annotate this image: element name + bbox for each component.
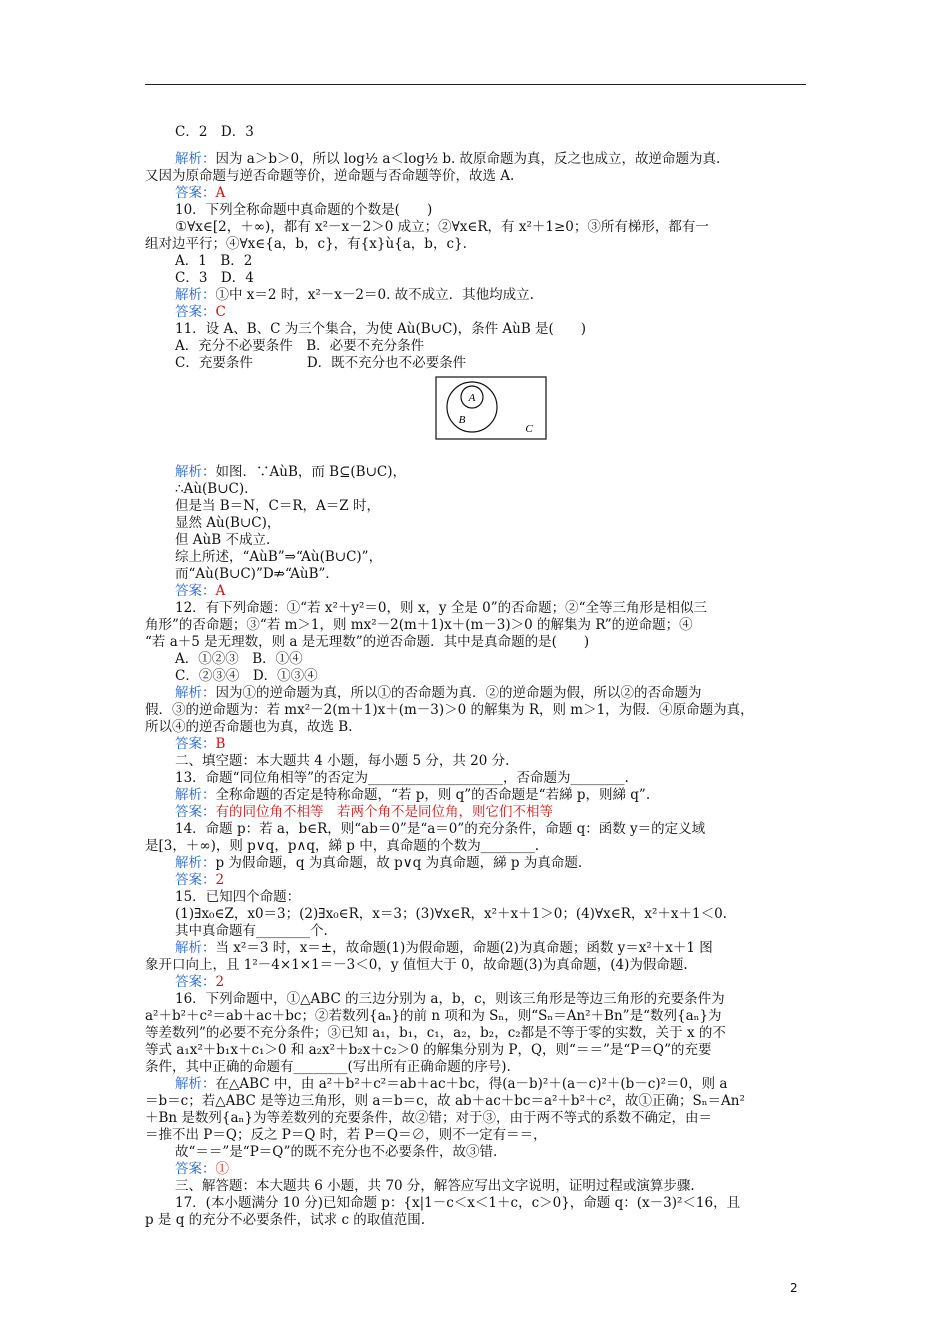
text-line [175,481,815,498]
text-line [145,1008,815,1025]
line-text: 而“Aù(B∪C)”D⇏“AùB”． [175,566,339,582]
line-text: ＋Bn 是数列{aₙ}为等差数列的充要条件，故②错；对于③，由于两不等式的系数不确定，由＝ [145,1110,712,1126]
line-text: C．2 D．3 [175,124,254,140]
text-line [145,1110,815,1127]
document-body [145,124,815,1229]
text-line [175,1161,815,1178]
text-line [175,872,815,889]
header-rule [145,84,806,85]
text-line [175,1195,815,1212]
analysis-label: 解析： [175,940,216,956]
text-line [175,124,815,141]
line-text: ①∀x∈[2，＋∞)，都有 x²－x－2＞0 成立；②∀x∈R，有 x²＋1≥0；③所有梯形，都有一 [175,219,709,235]
answer-label: 答案： [175,185,216,201]
text-line [175,685,815,702]
line-text: 15．已知四个命题： [175,889,301,905]
venn-label-c: C [525,423,533,435]
text-line [145,634,815,651]
text-line [175,498,815,515]
answer-label: 答案： [175,736,216,752]
text-line [145,1212,815,1229]
text-line [175,270,815,287]
line-text: ① [215,1161,229,1177]
line-text: A [215,583,226,599]
line-text: 因为 a＞b＞0，所以 log½ a＜log½ b. 故原命题为真，反之也成立，故逆命题为真. [215,151,721,167]
text-line [145,838,815,855]
text-line [175,889,815,906]
text-line [145,1127,815,1144]
line-text: 综上所述，“AùB”⇒“Aù(B∪C)”， [175,549,383,565]
text-line [145,702,815,719]
line-text: 二、填空题：本大题共 4 小题，每小题 5 分，共 20 分. [175,753,510,769]
text-line [145,236,815,253]
text-line [175,855,815,872]
text-line [175,804,815,821]
line-text: 所以④的逆否命题也为真，故选 B. [145,719,353,735]
answer-label: 答案： [175,872,216,888]
line-text: 假．③的逆命题为：若 mx²－2(m＋1)x＋(m－3)＞0 的解集为 R，则 m＞1，为假．④原命题为真， [145,702,754,718]
venn-diagram [175,372,815,464]
line-text: 2 [215,974,225,990]
line-text: A [215,185,226,201]
venn-label-a: A [468,392,476,404]
text-line [175,304,815,321]
text-line [145,719,815,736]
text-line [175,532,815,549]
line-text: 象开口向上，且 1²－4×1×1＝－3＜0，y 值恒大于 0，故命题(3)为真命题，(4)为假命题. [145,957,688,973]
line-text: 但是当 B＝N，C＝R，A＝Z 时， [175,498,380,514]
text-line [175,821,815,838]
line-text: 等差数列”的必要不充分条件；③已知 a₁，b₁，c₁，a₂，b₂，c₂都是不等于零的实数，关于 x 的不 [145,1025,726,1041]
text-line [175,1178,815,1195]
text-line [145,1025,815,1042]
answer-label: 答案： [175,1161,216,1177]
text-line [145,1093,815,1110]
line-text: ＝b＝c；若△ABC 是等边三角形，则 a＝b＝c，故 ab＋ac＋bc＝a²＋b²＋c²，故①正确；Sₙ＝An² [145,1093,745,1109]
analysis-label: 解析： [175,685,216,701]
line-text: C [215,304,226,320]
line-text: ∴Aù(B∪C). [175,481,249,497]
line-text: 10．下列全称命题中真命题的个数是( ) [175,202,433,218]
line-text: 2 [215,872,225,888]
analysis-label: 解析： [175,464,216,480]
answer-label: 答案： [175,974,216,990]
text-line [175,355,815,372]
venn-label-b: B [458,414,466,426]
text-line [145,1059,815,1076]
line-text: A．充分不必要条件 B．必要不充分条件 [175,338,425,354]
text-line [145,168,815,185]
text-line [175,583,815,600]
text-line [175,253,815,270]
text-line [175,566,815,583]
line-text: 又因为原命题与逆否命题等价，逆命题与否命题等价，故选 A. [145,168,515,184]
text-line [175,219,815,236]
text-line [175,549,815,566]
line-text: A．①②③ B．①④ [175,651,303,667]
text-line [175,923,815,940]
line-text: a²＋b²＋c²＝ab＋ac＋bc；②若数列{aₙ}的前 n 项和为 Sₙ，则“Sₙ＝An²＋Bn”是“数列{aₙ}为 [145,1008,722,1024]
analysis-label: 解析： [175,151,216,167]
text-line [175,974,815,991]
line-text: 在△ABC 中，由 a²＋b²＋c²＝ab＋ac＋bc，得(a－b)²＋(a－c)²＋(b－c)²＝0，则 a [215,1076,728,1092]
text-line [175,600,815,617]
text-line [175,770,815,787]
line-text: A．1 B．2 [175,253,253,269]
line-text: 组对边平行；④∀x∈{a，b，c}，有{x}ù{a，b，c}. [145,236,467,252]
text-line [175,940,815,957]
line-text: p 是 q 的充分不必要条件，试求 c 的取值范围. [145,1212,426,1228]
text-line [175,151,815,168]
text-line [175,1076,815,1093]
line-text: 全称命题的否定是特称命题，“若 p，则 q”的否命题是“若綈 p，则綈 q”. [215,787,651,803]
line-text: C．3 D．4 [175,270,254,286]
line-text: ＝推不出 P＝Q；反之 P＝Q 时，若 P＝Q＝∅，则不一定有＝＝， [145,1127,547,1143]
line-text: 16．下列命题中，①△ABC 的三边分别为 a，b，c，则该三角形是等边三角形的充要条件为 [175,991,725,1007]
text-line [145,617,815,634]
analysis-label: 解析： [175,1076,216,1092]
line-text: ①中 x＝2 时，x²－x－2＝0. 故不成立．其他均成立. [215,287,534,303]
line-text: C．充要条件 D．既不充分也不必要条件 [175,355,467,371]
answer-label: 答案： [175,804,216,820]
text-line [175,338,815,355]
text-line [175,287,815,304]
line-text: C．②③④ D．①③④ [175,668,318,684]
text-line [175,515,815,532]
line-text: 13．命题“同位角相等”的否定为____________________，否命题为________. [175,770,629,786]
line-text: (1)∃x₀∈Z，x0＝3；(2)∃x₀∈R，x＝3；(3)∀x∈R，x²＋x＋1＞0；(4)∀x∈R，x²＋x＋1＜0. [175,906,727,922]
text-line [175,991,815,1008]
line-text: 有的同位角不相等 若两个角不是同位角，则它们不相等 [215,804,553,820]
line-text: 17．(本小题满分 10 分)已知命题 p：{x|1－c＜x＜1＋c，c＞0}，命题 q：(x－3)²＜16，且 [175,1195,741,1211]
line-text: 但 AùB 不成立. [175,532,271,548]
text-line [175,787,815,804]
line-text: 三、解答题：本大题共 6 小题，共 70 分，解答应写出文字说明，证明过程或演算步骤. [175,1178,695,1194]
line-text: 故“＝＝”是“P＝Q”的既不充分也不必要条件，故③错. [175,1144,498,1160]
line-text: 条件，其中正确的命题有________(写出所有正确命题的序号). [145,1059,511,1075]
answer-label: 答案： [175,304,216,320]
page-number: 2 [790,1281,798,1295]
line-text: 是[3，＋∞)，则 p∨q，p∧q，綈 p 中，真命题的个数为________. [145,838,540,854]
line-text: p 为假命题，q 为真命题，故 p∨q 为真命题，綈 p 为真命题. [215,855,583,871]
line-text: “若 a＋5 是无理数，则 a 是无理数”的逆否命题．其中是真命题的是( ) [145,634,590,650]
line-text: 等式 a₁x²＋b₁x＋c₁＞0 和 a₂x²＋b₂x＋c₂＞0 的解集分别为 P，Q，则“＝＝”是“P＝Q”的充要 [145,1042,712,1058]
text-line [175,185,815,202]
line-text: 其中真命题有________个. [175,923,328,939]
text-line [175,753,815,770]
text-line [175,651,815,668]
text-line [145,1042,815,1059]
text-line [175,202,815,219]
text-line [175,906,815,923]
line-text: 当 x²＝3 时，x＝±，故命题(1)为假命题，命题(2)为真命题；函数 y＝x²＋x＋1 图 [215,940,713,956]
line-text: 角形”的否命题；③“若 m＞1，则 mx²－2(m＋1)x＋(m－3)＞0 的解集为 R”的逆命题；④ [145,617,693,633]
analysis-label: 解析： [175,787,216,803]
analysis-label: 解析： [175,287,216,303]
line-text: 因为①的逆命题为真，所以①的否命题为真．②的逆命题为假，所以②的否命题为 [215,685,702,701]
line-text: 12．有下列命题：①“若 x²＋y²＝0，则 x，y 全是 0”的否命题；②“全等三角形是相似三 [175,600,708,616]
line-text: 11．设 A、B、C 为三个集合，为使 Aù(B∪C)，条件 AùB 是( ) [175,321,587,337]
line-text: B [215,736,226,752]
text-line [175,668,815,685]
text-line [145,957,815,974]
text-line [175,464,815,481]
line-text: 14．命题 p：若 a，b∈R，则“ab＝0”是“a＝0”的充分条件，命题 q：函数 y＝的定义域 [175,821,706,837]
set-b-circle [447,382,497,432]
text-line [175,736,815,753]
line-text: 显然 Aù(B∪C)， [175,515,281,531]
answer-label: 答案： [175,583,216,599]
line-text: 如图．∵AùB，而 B⊆(B∪C)， [215,464,406,480]
text-line [175,1144,815,1161]
text-line [175,321,815,338]
analysis-label: 解析： [175,855,216,871]
